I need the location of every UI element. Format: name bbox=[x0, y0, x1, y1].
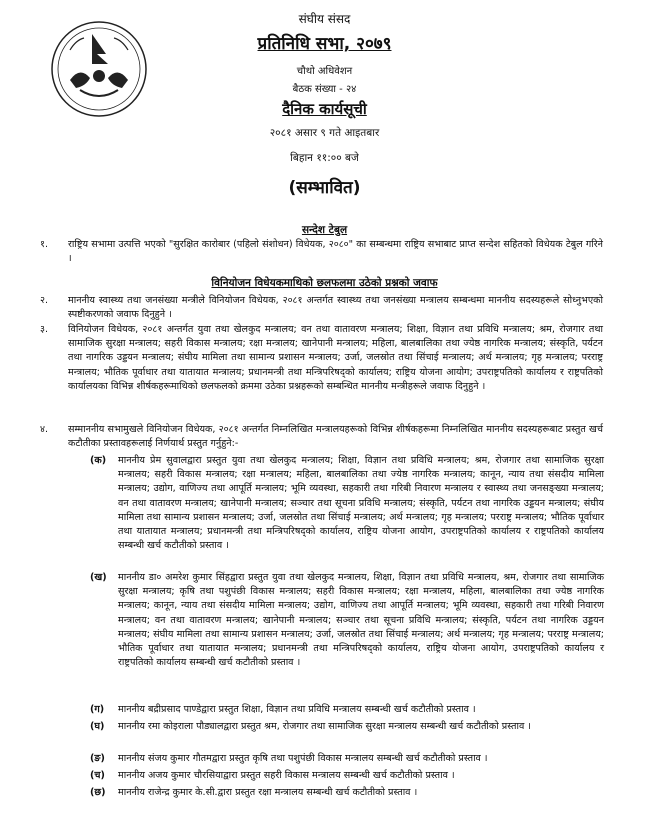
sub-item-label: (ख) bbox=[90, 572, 107, 583]
section-heading-appropriation: विनियोजन विधेयकमाथिको छलफलमा उठेको प्रश्नको जवाफ bbox=[211, 277, 438, 289]
sub-item bbox=[90, 752, 604, 766]
page-title: दैनिक कार्यसूची bbox=[282, 100, 367, 118]
item-number: २. bbox=[40, 295, 49, 306]
sub-item bbox=[90, 703, 604, 717]
sub-item-label: (क) bbox=[90, 455, 107, 466]
agenda-item bbox=[40, 323, 603, 394]
sub-item-label: (च) bbox=[90, 770, 105, 781]
item-number: ४. bbox=[40, 424, 49, 435]
sub-item-label: (ङ) bbox=[90, 753, 105, 764]
item-text: सम्माननीय सभामुखले विनियोजन विधेयक, २०८१ अन्तर्गत निम्नलिखित मन्त्रालयहरूको विभिन्न शीर्षकहरूमा निम्नलिखित माननीय सदस्यहरूबाट प्रस्तुत खर्च कटौतीका प्रस्तावहरूलाई निर्णयार्थ प्रस्तुत गर्नुहुने:- bbox=[68, 424, 603, 450]
agenda-item bbox=[40, 238, 603, 266]
item-text: माननीय स्वास्थ्य तथा जनसंख्या मन्त्रीले विनियोजन विधेयक, २०८१ अन्तर्गत स्वास्थ्य तथा जनसंख्या मन्त्रालय सम्बन्धमा माननीय सदस्यहरूले सोध्नुभएको स्पष्टीकरणको जवाफ दिनुहुने । bbox=[68, 295, 603, 321]
sub-item bbox=[90, 571, 604, 670]
sub-item-text: माननीय बद्रीप्रसाद पाण्डेद्वारा प्रस्तुत शिक्षा, विज्ञान तथा प्रविधि मन्त्रालय सम्बन्धी खर्च कटौतीको प्रस्ताव । bbox=[118, 704, 476, 715]
sub-item-text: माननीय संजय कुमार गौतमद्वारा प्रस्तुत कृषि तथा पशुपंछी विकास मन्त्रालय सम्बन्धी खर्च कटौतीको प्रस्ताव । bbox=[118, 753, 488, 764]
sub-item-text: माननीय अजय कुमार चौरसियाद्वारा प्रस्तुत सहरी विकास मन्त्रालय सम्बन्धी खर्च कटौतीको प्रस्ताव । bbox=[118, 770, 455, 781]
tentative-label: (सम्भावित) bbox=[288, 178, 361, 198]
section-heading-message-table: सन्देश टेबुल bbox=[301, 224, 348, 236]
sub-item-label: (छ) bbox=[90, 787, 106, 798]
meeting-date: २०८१ असार ९ गते आइतबार bbox=[269, 127, 380, 139]
sub-item-text: माननीय डा० अमरेश कुमार सिंहद्वारा प्रस्तुत युवा तथा खेलकुद मन्त्रालय, शिक्षा, विज्ञान तथा प्रविधि मन्त्रालय, श्रम, रोजगार तथा सामाजिक सुरक्षा मन्त्रालय; कृषि तथा पशुपंछी विकास मन्त्रालय; सहरी विकास मन्त्रालय; रक्षा मन्त्रालय, महिला, बालबालिका तथा ज्येष्ठ नागरिक मन्त्रालय; कानून, न्याय तथा संसदीय मामिला मन्त्रालय; उद्योग, वाणिज्य तथा आपूर्ति मन्त्रालय; भूमि व्यवस्था, सहकारी तथा गरिबी निवारण मन्त्रालय; वन तथा वातावरण मन्त्रालय; खानेपानी मन्त्रालय; सञ्चार तथा सूचना प्रविधि मन्त्रालय; संस्कृति, पर्यटन तथा नागरिक उड्डयन मन्त्रालय; संघीय मामिला तथा सामान्य प्रशासन मन्त्रालय; उर्जा, जलस्रोत तथा सिंचाई मन्त्रालय; अर्थ मन्त्रालय; गृह मन्त्रालय; परराष्ट्र मन्त्रालय; भौतिक पूर्वाधार तथा यातायात मन्त्रालय; प्रधानमन्त्री तथा मन्त्रिपरिषद्को कार्यालय, राष्ट्रिय योजना आयोग, उपराष्ट्रपतिको कार्यालय र राष्ट्रपतिको कार्यालय सम्बन्धी खर्च कटौतीको प्रस्ताव । bbox=[118, 572, 604, 669]
sub-item bbox=[90, 720, 604, 734]
sub-item-text: माननीय प्रेम सुवालद्वारा प्रस्तुत युवा तथा खेलकुद मन्त्रालय; शिक्षा, विज्ञान तथा प्रविधि मन्त्रालय; श्रम, रोजगार तथा सामाजिक सुरक्षा मन्त्रालय; सहरी विकास मन्त्रालय; रक्षा मन्त्रालय; महिला, बालबालिका तथा ज्येष्ठ नागरिक मन्त्रालय; कानून, न्याय तथा संसदीय मामिला मन्त्रालय; उद्योग, वाणिज्य तथा आपूर्ति मन्त्रालय; भूमि व्यवस्था, सहकारी तथा गरिबी निवारण मन्त्रालय र स्वास्थ्य तथा जनसङ्ख्या मन्त्रालय; वन तथा वातावरण मन्त्रालय; खानेपानी मन्त्रालय; सञ्चार तथा सूचना प्रविधि मन्त्रालय; संस्कृति, पर्यटन तथा नागरिक उड्डयन मन्त्रालय; संघीय मामिला तथा सामान्य प्रशासन मन्त्रालय; उर्जा, जलस्रोत तथा सिंचाई मन्त्रालय; अर्थ मन्त्रालय; गृह मन्त्रालय; परराष्ट्र मन्त्रालय; भौतिक पूर्वाधार तथा यातायात मन्त्रालय; प्रधानमन्त्री तथा मन्त्रिपरिषद्को कार्यालय, राष्ट्रिय योजना आयोग, उपराष्ट्रपतिको कार्यालय र राष्ट्रपतिको कार्यालय सम्बन्धी खर्च कटौतीको प्रस्ताव । bbox=[118, 455, 604, 552]
meeting-time: बिहान ११:०० बजे bbox=[290, 152, 359, 164]
agenda-item bbox=[40, 294, 603, 322]
house-title: प्रतिनिधि सभा, २०७९ bbox=[257, 34, 392, 54]
session-label: चौथो अधिवेशन bbox=[296, 66, 353, 77]
sitting-number: बैठक संख्या - २४ bbox=[292, 84, 357, 95]
sub-item bbox=[90, 769, 604, 783]
organization-name: संघीय संसद bbox=[298, 12, 351, 26]
item-number: ३. bbox=[40, 324, 49, 335]
sub-item-text: माननीय रमा कोइराला पौड्यालद्वारा प्रस्तुत श्रम, रोजगार तथा सामाजिक सुरक्षा मन्त्रालय सम्बन्धी खर्च कटौतीको प्रस्ताव । bbox=[118, 721, 531, 732]
item-number: १. bbox=[40, 239, 49, 250]
sub-item bbox=[90, 454, 604, 553]
sub-item-label: (घ) bbox=[90, 721, 105, 732]
sub-item-text: माननीय राजेन्द्र कुमार के.सी.द्वारा प्रस्तुत रक्षा मन्त्रालय सम्बन्धी खर्च कटौतीको प्रस्ताव । bbox=[118, 787, 418, 798]
item-text: विनियोजन विधेयक, २०८१ अन्तर्गत युवा तथा खेलकुद मन्त्रालय; वन तथा वातावरण मन्त्रालय; शिक्षा, विज्ञान तथा प्रविधि मन्त्रालय; श्रम, रोजगार तथा सामाजिक सुरक्षा मन्त्रालय; सहरी विकास मन्त्रालय; रक्षा मन्त्रालय; खानेपानी मन्त्रालय; महिला, बालबालिका तथा ज्येष्ठ नागरिक मन्त्रालय; संस्कृति, पर्यटन तथा नागरिक उड्डयन मन्त्रालय; संघीय मामिला तथा सामान्य प्रशासन मन्त्रालय; उर्जा, जलस्रोत तथा सिंचाई मन्त्रालय; अर्थ मन्त्रालय; गृह मन्त्रालय; परराष्ट्र मन्त्रालय; भौतिक पूर्वाधार तथा यातायात मन्त्रालय; प्रधानमन्त्री तथा मन्त्रिपरिषद्को कार्यालय; राष्ट्रिय योजना आयोग; उपराष्ट्रपतिको कार्यालय र राष्ट्रपतिको कार्यालयका विभिन्न शीर्षकहरूमाथिको छलफलको क्रममा उठेका प्रश्नहरूको सम्बन्धित माननीय मन्त्रीहरूले जवाफ दिनुहुने । bbox=[68, 324, 603, 392]
agenda-item bbox=[40, 423, 603, 451]
item-text: राष्ट्रिय सभामा उत्पत्ति भएको "सुरक्षित कारोबार (पहिलो संशोधन) विधेयक, २०८०" का सम्बन्धमा राष्ट्रिय सभाबाट प्राप्त सन्देश सहितको विधेयक टेबुल गरिने । bbox=[68, 239, 603, 265]
sub-item bbox=[90, 786, 604, 800]
sub-item-label: (ग) bbox=[90, 704, 105, 715]
